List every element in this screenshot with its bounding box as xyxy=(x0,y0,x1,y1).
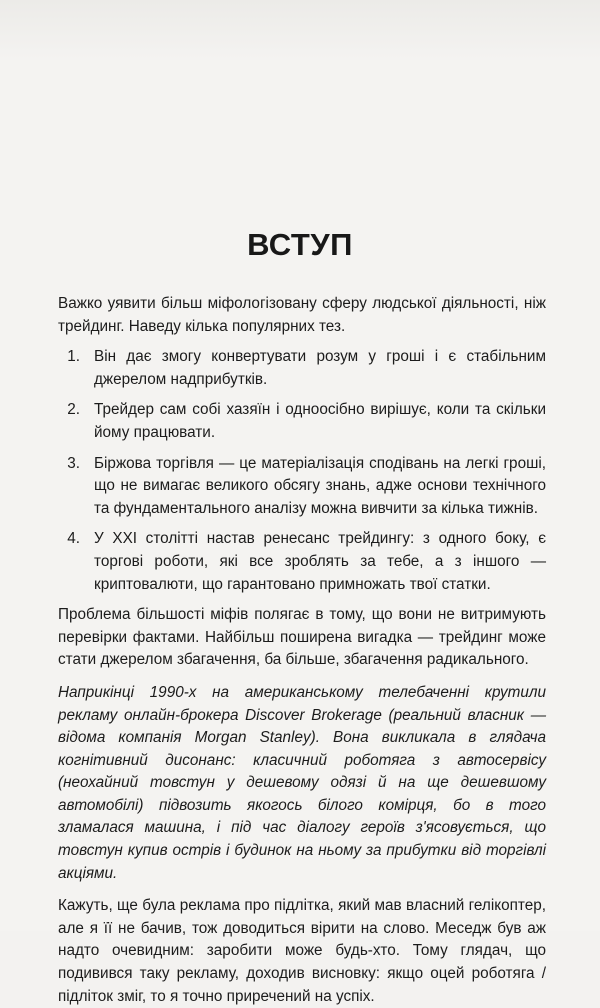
list-item-text: У XXI столітті настав ренесанс трейдингу: з одного боку, є торгові роботи, які все зроблять за тебе, а з іншого — криптовалюти, що гарантовано примножать твої статки. xyxy=(94,530,546,593)
list-item xyxy=(58,453,546,521)
list-item xyxy=(58,346,546,391)
list-number: 2. xyxy=(67,401,80,419)
list-item-text: Він дає змогу конвертувати розум у гроші і є стабільним джерелом надприбутків. xyxy=(94,348,546,388)
list-number: 1. xyxy=(67,348,80,366)
chapter-heading: ВСТУП xyxy=(247,226,353,262)
myths-paragraph: Проблема більшості міфів полягає в тому, що вони не витримують перевірки фактами. Найбільш поширена вигадка — трейдинг може стати джерелом збагачення, ба більше, збагачення радикального. xyxy=(58,606,546,669)
list-number: 4. xyxy=(67,530,80,548)
list-item xyxy=(58,399,546,444)
intro-paragraph: Важко уявити більш міфологізовану сферу людської діяльності, ніж трейдинг. Наведу кілька популярних тез. xyxy=(58,295,546,335)
ad-story-paragraph: Наприкінці 1990-х на американському телебаченні крутили рекламу онлайн-брокера Discover Brokerage (реальний власник — відома компанія Morgan Stanley). Вона викликала в глядача когнітивний дисонанс: класичний роботяга з автосервісу (неохайний товстун у дешевому одязі й на ще дешевшому автомобілі) підвозить якогось білого комірця, бо в того зламалася машина, і під час діалогу героїв з'ясовується, що товстун купив острів і будинок на ньому за прибутки від торгівлі акціями. xyxy=(58,683,546,882)
list-item xyxy=(58,528,546,596)
list-number: 3. xyxy=(67,454,80,472)
teen-ad-paragraph: Кажуть, ще була реклама про підлітка, який мав власний гелікоптер, але я її не бачив, тож доводиться вірити на слово. Меседж був аж надто очевидним: заробити може будь-хто. Тому глядач, що подивився таку рекламу, доходив висновку: якщо оцей роботяга / підліток зміг, то я точно приречений на успіх. xyxy=(58,897,546,1005)
list-item-text: Біржова торгівля — це матеріалізація сподівань на легкі гроші, що не вимагає великого обсягу знань, адже основи технічного та фундаментального аналізу можна вивчити за кілька тижнів. xyxy=(94,454,546,517)
thesis-list xyxy=(58,346,546,596)
page-body xyxy=(58,293,546,1008)
list-item-text: Трейдер сам собі хазяїн і одноосібно вирішує, коли та скільки йому працювати. xyxy=(94,401,546,441)
